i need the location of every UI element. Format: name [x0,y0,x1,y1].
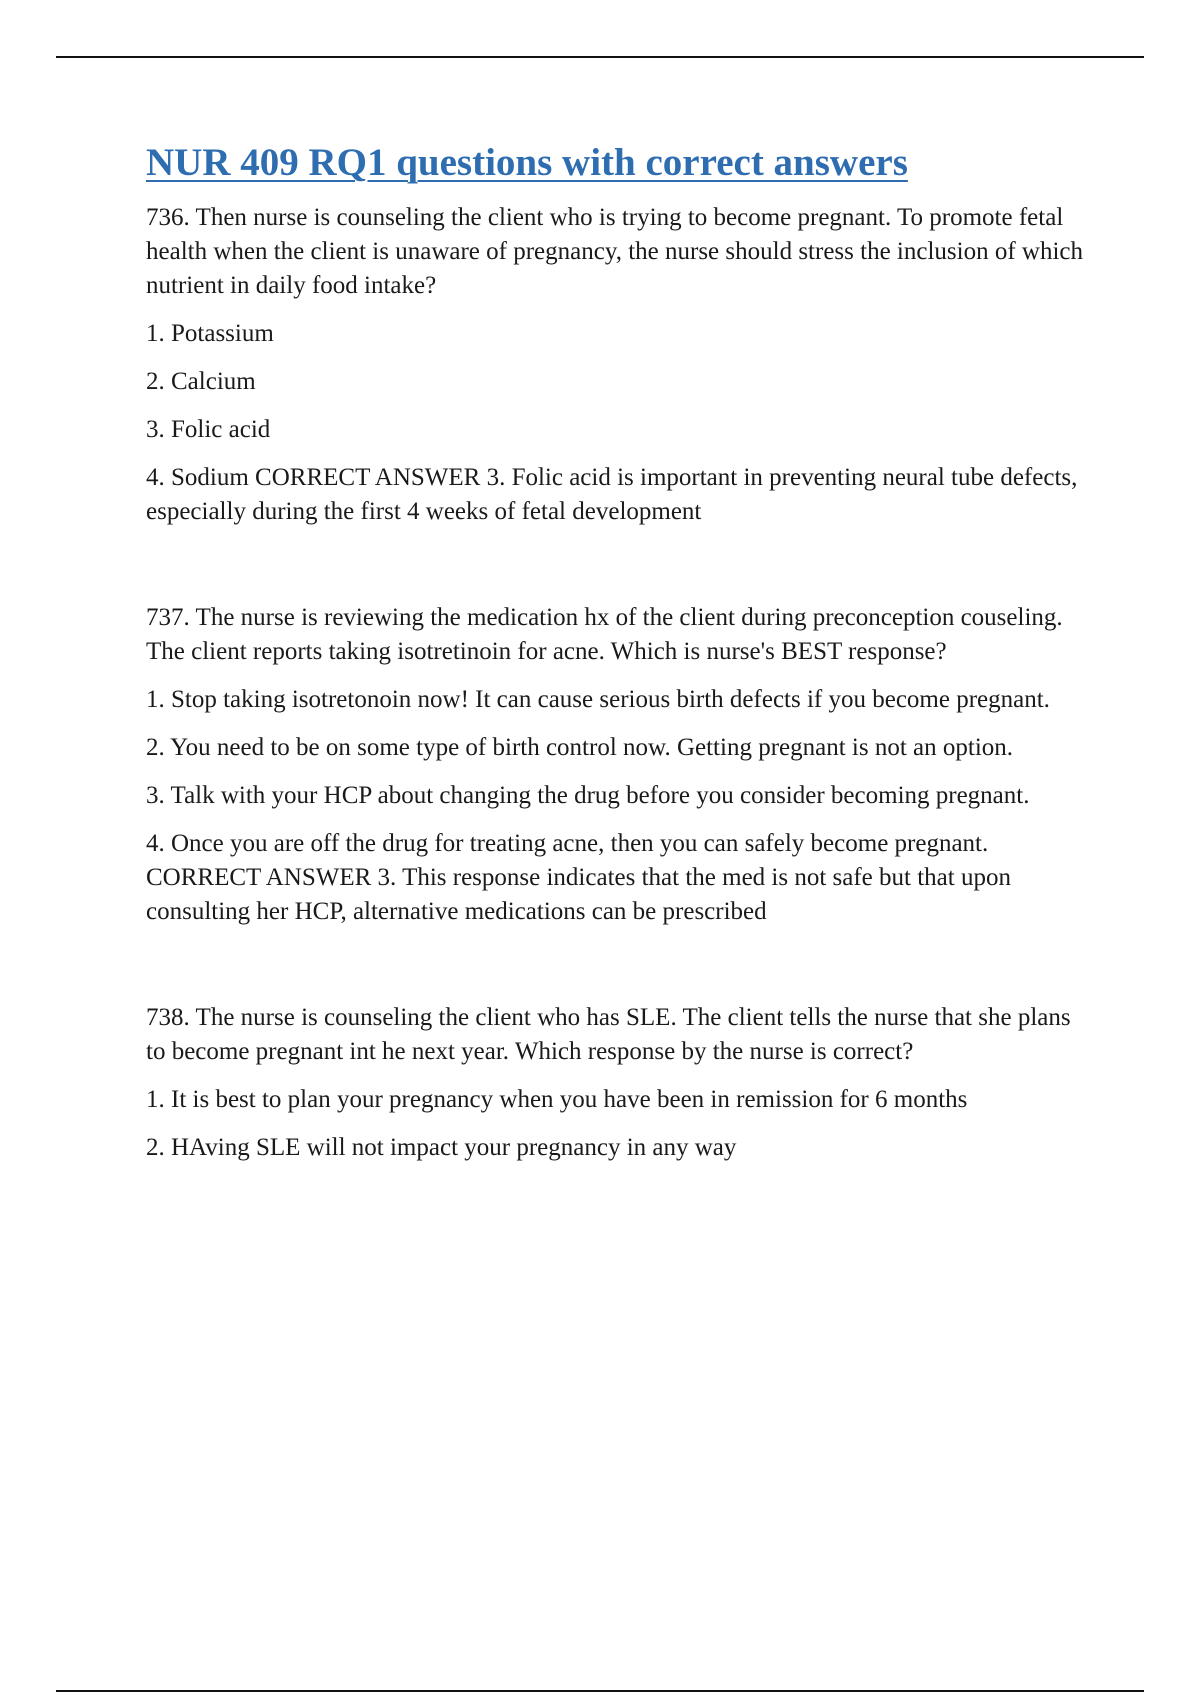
answer-option: 1. Stop taking isotretonoin now! It can cause serious birth defects if you become pregnant. [146,685,1050,713]
question-stem: 736. Then nurse is counseling the client who is trying to become pregnant. To promote fetal health when the client is unaware of pregnancy, the nurse should stress the inclusion of which nutrient in daily food intake? [146,203,1084,299]
answer-option: 2. Calcium [146,367,256,395]
question-736 [146,201,1096,529]
answer-option-with-correct-answer: 4. Sodium CORRECT ANSWER 3. Folic acid is important in preventing neural tube defects, especially during the first 4 weeks of fetal development [146,463,1078,525]
answer-option: 3. Folic acid [146,415,271,443]
document-body [146,140,1096,1179]
question-738 [146,1001,1096,1165]
answer-option: 1. Potassium [146,319,274,347]
answer-option: 2. You need to be on some type of birth control now. Getting pregnant is not an option. [146,733,1014,761]
footer-rule [56,1690,1144,1692]
document-title[interactable]: NUR 409 RQ1 questions with correct answers [146,141,908,184]
answer-option: 1. It is best to plan your pregnancy when you have been in remission for 6 months [146,1085,968,1113]
header-rule [56,56,1144,58]
question-stem: 738. The nurse is counseling the client who has SLE. The client tells the nurse that she plans to become pregnant int he next year. Which response by the nurse is correct? [146,1003,1071,1065]
answer-option-with-correct-answer: 4. Once you are off the drug for treating acne, then you can safely become pregnant. CORRECT ANSWER 3. This response indicates that the med is not safe but that upon consulting her HCP, alternative medications can be prescribed [146,829,1011,925]
answer-option: 2. HAving SLE will not impact your pregnancy in any way [146,1133,737,1161]
answer-option: 3. Talk with your HCP about changing the drug before you consider becoming pregnant. [146,781,1030,809]
question-737 [146,601,1096,929]
question-stem: 737. The nurse is reviewing the medication hx of the client during preconception couseling. The client reports taking isotretinoin for acne. Which is nurse's BEST response? [146,603,1063,665]
